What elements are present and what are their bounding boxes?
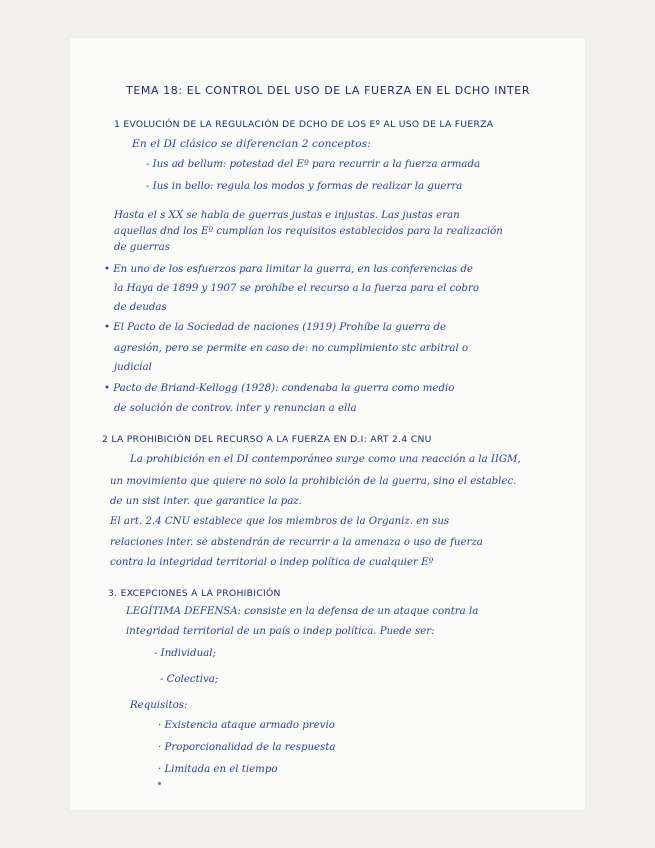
paragraph-line: La prohibición en el DI contemporáneo surge como una reacción a la IIGM, (130, 454, 521, 465)
bullet-line: • Pacto de Briand-Kellogg (1928): condenaba la guerra como medio (104, 383, 455, 394)
paragraph-line: de un sist inter. que garantice la paz. (110, 496, 302, 507)
bullet-line: de deudas (114, 302, 167, 313)
requirement-item: · Existencia ataque armado previo (158, 720, 335, 731)
paragraph-line: contra la integridad territorial o indep política de cualquier Eº (110, 557, 434, 568)
paragraph-line: integridad territorial de un país o indep política. Puede ser: (126, 626, 435, 637)
paragraph-line: de guerras (114, 242, 170, 253)
paragraph-line: Hasta el s XX se habla de guerras justas e injustas. Las justas eran (114, 210, 460, 221)
requirement-item: · Limitada en el tiempo (158, 764, 278, 775)
section-1-intro: En el DI clásico se diferencian 2 conceptos: (132, 138, 371, 150)
requirement-item: · Proporcionalidad de la respuesta (158, 742, 336, 753)
concept-ius-ad-bellum: - Ius ad bellum: potestad del Eº para recurrir a la fuerza armada (146, 159, 481, 170)
notebook-page (70, 38, 585, 810)
ink-dot (158, 782, 161, 785)
section-2-heading: 2 LA PROHIBICIÓN DEL RECURSO A LA FUERZA EN D.I: ART 2.4 CNU (102, 434, 432, 445)
bullet-line: judicial (114, 362, 152, 373)
bullet-line: la Haya de 1899 y 1907 se prohíbe el recurso a la fuerza para el cobro (114, 283, 479, 294)
defense-type-item: - Colectiva; (160, 674, 219, 685)
bullet-line: agresión, pero se permite en caso de: no cumplimiento stc arbitral o (114, 343, 469, 354)
defense-type-item: - Individual; (154, 648, 216, 659)
requirements-label: Requisitos: (130, 700, 188, 711)
paragraph-line: relaciones inter. se abstendrán de recurrir a la amenaza o uso de fuerza (110, 537, 483, 548)
paragraph-line: El art. 2.4 CNU establece que los miembros de la Organiz. en sus (110, 516, 450, 527)
bullet-line: de solución de controv. inter y renuncian a ella (114, 403, 357, 414)
paragraph-line: LEGÍTIMA DEFENSA: consiste en la defensa de un ataque contra la (126, 606, 479, 617)
bullet-line: • El Pacto de la Sociedad de naciones (1919) Prohíbe la guerra de (104, 322, 447, 333)
bullet-line: • En uno de los esfuerzos para limitar la guerra, en las conferencias de (104, 264, 473, 275)
section-1-heading: 1 EVOLUCIÓN DE LA REGULACIÓN DE DCHO DE LOS Eº AL USO DE LA FUERZA (114, 119, 494, 130)
concept-ius-in-bello: - Ius in bello: regula los modos y formas de realizar la guerra (146, 181, 463, 192)
section-3-heading: 3. EXCEPCIONES A LA PROHIBICIÓN (108, 588, 281, 599)
paragraph-line: un movimiento que quiere no solo la prohibición de la guerra, sino el establec. (110, 476, 517, 487)
page-title: TEMA 18: EL CONTROL DEL USO DE LA FUERZA EN EL DCHO INTER (126, 84, 531, 97)
paragraph-line: aquellas dnd los Eº cumplían los requisitos establecidos para la realización (114, 226, 503, 237)
